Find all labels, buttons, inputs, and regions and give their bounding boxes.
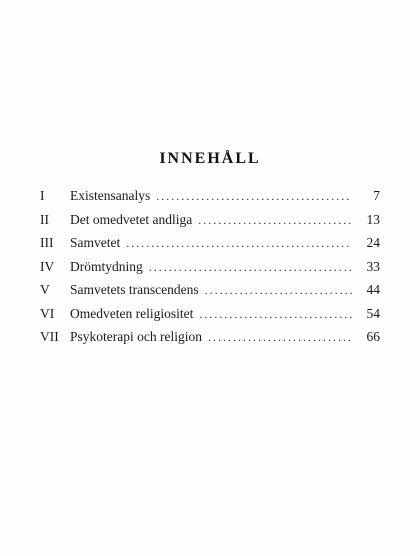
toc-entry [40,212,380,236]
chapter-title: Existensanalys [70,188,151,203]
toc-entry [40,329,380,353]
chapter-title: Samvetets transcendens [70,282,199,297]
chapter-title: Det omedvetet andliga [70,211,193,227]
toc-entry [40,188,380,212]
chapter-title: Omedveten religiositet [70,305,194,321]
chapter-number: VI [40,305,55,321]
page-number: 33 [366,258,380,274]
chapter-number: II [40,211,49,227]
dot-leader [198,213,352,228]
chapter-title: Psykoterapi och religion [70,329,202,344]
dot-leader [199,307,352,322]
toc-entry [40,235,380,259]
page-number: 54 [366,305,380,321]
table-of-contents [40,188,380,353]
chapter-number: V [40,282,50,297]
chapter-number: IV [40,258,55,274]
page-number: 13 [366,211,380,227]
page-number: 44 [366,282,380,297]
chapter-number: III [40,235,54,250]
toc-entry [40,259,380,283]
dot-leader [208,330,352,345]
chapter-number: I [40,188,45,203]
toc-entry [40,306,380,330]
dot-leader [156,189,352,204]
chapter-title: Samvetet [70,235,121,250]
chapter-number: VII [40,329,59,344]
dot-leader [149,260,352,275]
chapter-title: Drömtydning [70,258,143,274]
page-number: 66 [366,329,380,344]
page-number: 24 [366,235,380,250]
contents-heading: INNEHÅLL [159,150,261,167]
dot-leader [126,236,352,251]
dot-leader [205,283,352,298]
toc-entry [40,282,380,306]
page-number: 7 [373,188,380,203]
